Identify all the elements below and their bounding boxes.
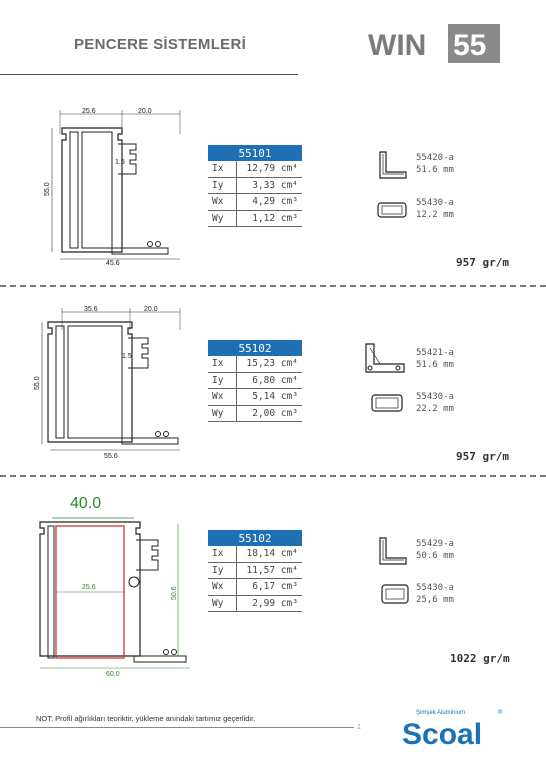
scoal-logo [400, 704, 510, 750]
dim-top-left: 25.6 [82, 108, 96, 115]
accessory-2 [416, 197, 454, 221]
dim-height: 50.6 [171, 586, 178, 600]
profile-code: 55101 [208, 145, 302, 161]
logo-brand-left: WIN [368, 29, 427, 62]
win55-logo [362, 24, 500, 63]
accessory-size: 25,6 mm [416, 595, 454, 605]
profile-drawing-2 [34, 302, 194, 467]
profile-code: 55102 [208, 340, 302, 356]
profile-weight-2: 957 gr/m [456, 450, 509, 463]
accessory-1 [416, 152, 454, 176]
accessory-code: 55421-a [416, 348, 454, 358]
table-row: Ix 18,14 cm⁴ [208, 546, 302, 562]
logo-registered: ® [498, 710, 503, 716]
accessory-size: 51.6 mm [416, 165, 454, 175]
table-row: Wx 6,17 cm³ [208, 579, 302, 596]
header-rule [0, 74, 298, 75]
dim-inner: 25.6 [82, 584, 96, 591]
profile-drawing-3 [30, 490, 196, 691]
connector-accessory-icon [380, 582, 412, 613]
table-row: Iy 3,33 cm⁴ [208, 177, 302, 194]
properties-table-3 [208, 530, 302, 612]
dim-side: 1.5 [122, 353, 132, 360]
dim-top-left: 35.6 [84, 306, 98, 313]
accessory-1 [416, 347, 454, 371]
accessory-size: 50.6 mm [416, 551, 454, 561]
accessory-code: 55430-a [416, 392, 454, 402]
profile-weight-3: 1022 gr/m [450, 652, 510, 665]
table-row: Ix 12,79 cm⁴ [208, 161, 302, 177]
footer-rule [0, 727, 354, 728]
dim-top-right: 20.0 [144, 306, 158, 313]
dim-top: 40.0 [70, 495, 102, 512]
page-title: PENCERE SİSTEMLERİ [74, 36, 247, 53]
corner-accessory-icon [376, 536, 408, 575]
table-row: Iy 6,80 cm⁴ [208, 372, 302, 389]
accessory-code: 55429-a [416, 539, 454, 549]
corner-accessory-icon [376, 150, 408, 189]
table-row: Ix 15,23 cm⁴ [208, 356, 302, 372]
table-row: Wy 2,00 cm³ [208, 405, 302, 422]
profile-drawing-1 [40, 104, 190, 271]
accessory-code: 55420-a [416, 153, 454, 163]
table-row: Wy 1,12 cm³ [208, 210, 302, 227]
logo-small-text: Şimşek Aluminium [416, 710, 466, 716]
corner-bracket-icon [362, 342, 408, 381]
accessory-size: 51.6 mm [416, 360, 454, 370]
section-divider [0, 285, 546, 287]
table-row: Wy 2,99 cm³ [208, 595, 302, 612]
accessory-code: 55430-a [416, 583, 454, 593]
connector-accessory-icon [376, 200, 408, 227]
accessory-code: 55430-a [416, 198, 454, 208]
properties-table-2 [208, 340, 302, 422]
profile-code: 55102 [208, 530, 302, 546]
accessory-2 [416, 582, 454, 606]
dim-bottom: 60.0 [106, 671, 120, 678]
accessory-2 [416, 391, 454, 415]
dim-bottom: 45.6 [106, 260, 120, 266]
section-divider [0, 475, 546, 477]
profile-weight-1: 957 gr/m [456, 256, 509, 269]
dim-height: 55.0 [34, 376, 41, 390]
table-row: Wx 4,29 cm³ [208, 194, 302, 211]
page-number: 1 [357, 724, 361, 731]
accessory-1 [416, 538, 454, 562]
logo-brand-right: 55 [453, 29, 487, 62]
properties-table-1 [208, 145, 302, 227]
dim-side: 1.5 [115, 159, 125, 166]
accessory-size: 12.2 mm [416, 210, 454, 220]
footer-note: NOT: Profil ağırlıkları teoriktir, yükleme anındaki tartımız geçerlidir. [36, 714, 256, 723]
table-row: Iy 11,57 cm⁴ [208, 562, 302, 579]
accessory-size: 22.2 mm [416, 404, 454, 414]
dim-bottom: 55.6 [104, 453, 118, 460]
dim-height: 55.0 [44, 182, 51, 196]
dim-top-right: 20.0 [138, 108, 152, 115]
connector-accessory-icon [370, 392, 406, 421]
logo-big-text: Scoal [402, 718, 483, 750]
table-row: Wx 5,14 cm³ [208, 389, 302, 406]
